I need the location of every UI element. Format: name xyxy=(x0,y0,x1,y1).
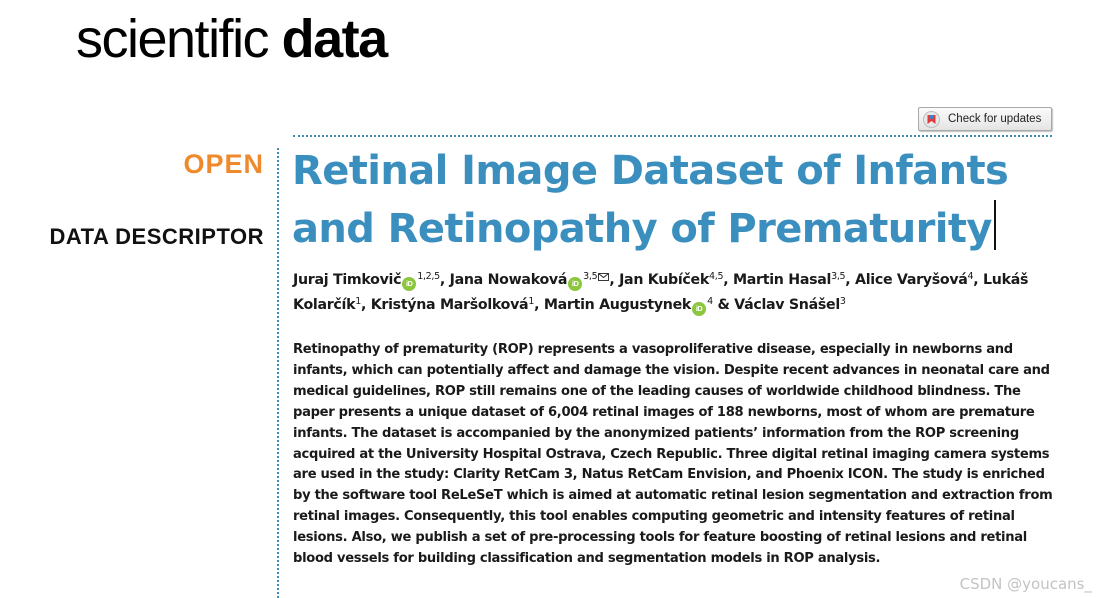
title-line-2: and Retinopathy of Prematurity xyxy=(292,206,992,252)
affiliation-superscript[interactable]: 3 xyxy=(839,296,846,307)
affiliation-superscript[interactable]: 4 xyxy=(707,296,713,307)
author-separator: , xyxy=(534,297,544,313)
affiliation-superscript[interactable]: 4 xyxy=(967,271,974,282)
sidebar-divider xyxy=(277,148,279,598)
affiliation-superscript[interactable]: 3,5 xyxy=(583,271,598,282)
abstract: Retinopathy of prematurity (ROP) represents a vasoproliferative disease, especially in newborns and infants, which can potentially affect and damage the vision. Despite recent advances in neonatal care and medical guidelines, ROP still remains one of the leading causes of worldwide childhood blindness. The paper presents a unique dataset of 6,004 retinal images of 188 newborns, most of whom are premature infants. The dataset is accompanied by the anonymized patients’ information from the ROP screening acquired at the University Hospital Ostrava, Czech Republic. Three digital retinal imaging camera systems are used in the study: Clarity RetCam 3, Natus RetCam Envision, and Phoenix ICON. The study is enriched by the software tool ReLeSeT which is aimed at automatic retinal lesion segmentation and extraction from retinal images. Consequently, this tool enables computing geometric and intensity features of retinal lesions. Also, we publish a set of pre-processing tools for feature boosting of retinal lesions and retinal blood vessels for building classification and segmentation models in ROP analysis. xyxy=(293,342,1053,567)
author-separator: & xyxy=(712,297,735,313)
watermark: CSDN @youcans_ xyxy=(959,575,1092,593)
affiliation-superscript[interactable]: 1,2,5 xyxy=(417,271,440,282)
orcid-icon[interactable]: iD xyxy=(402,277,416,291)
author-name[interactable]: Martin Augustynek xyxy=(543,297,692,313)
author-separator: , xyxy=(360,297,371,313)
author-name[interactable]: Kristýna Maršolková xyxy=(370,297,529,313)
check-for-updates-label: Check for updates xyxy=(948,113,1042,125)
journal-name-bold: data xyxy=(281,9,387,69)
author-name[interactable]: Lukáš Kolarčík xyxy=(293,272,1029,313)
author-separator: , xyxy=(439,272,450,288)
author-name[interactable]: Alice Varyšová xyxy=(855,272,968,288)
journal-logo[interactable] xyxy=(76,9,387,69)
affiliation-superscript[interactable]: 1 xyxy=(528,296,535,307)
crossmark-icon xyxy=(923,111,940,128)
open-access-label: OPEN xyxy=(183,149,264,179)
text-cursor xyxy=(994,200,996,250)
author-name[interactable]: Martin Hasal xyxy=(732,272,832,288)
author-name[interactable]: Juraj Timkovič xyxy=(293,272,402,288)
title-line-1: Retinal Image Dataset of Infants xyxy=(292,148,1009,194)
author-separator: , xyxy=(609,272,620,288)
article-type-label: DATA DESCRIPTOR xyxy=(49,224,264,249)
affiliation-superscript[interactable]: 4,5 xyxy=(709,271,724,282)
author-name[interactable]: Jana Nowaková xyxy=(449,272,568,288)
author-name[interactable]: Václav Snášel xyxy=(734,297,840,313)
header-divider xyxy=(293,135,1052,137)
article-title xyxy=(292,143,1052,258)
orcid-icon[interactable]: iD xyxy=(568,277,582,291)
envelope-icon[interactable] xyxy=(598,273,609,281)
affiliation-superscript[interactable]: 3,5 xyxy=(831,271,846,282)
orcid-icon[interactable]: iD xyxy=(692,302,706,316)
author-separator: , xyxy=(723,272,733,288)
author-separator: , xyxy=(973,272,984,288)
author-separator: , xyxy=(845,272,856,288)
author-list xyxy=(293,268,1063,318)
journal-name-thin: scientific xyxy=(76,9,269,69)
affiliation-superscript[interactable]: 1 xyxy=(355,296,361,307)
author-name[interactable]: Jan Kubíček xyxy=(619,272,710,288)
check-for-updates-button[interactable] xyxy=(918,107,1052,131)
